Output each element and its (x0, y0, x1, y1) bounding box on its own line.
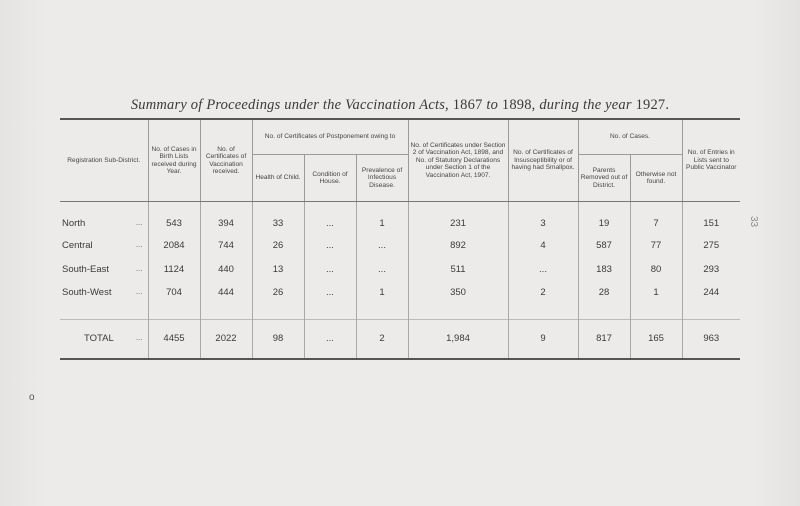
spacer-cell (304, 305, 356, 320)
certs-cell: 444 (200, 281, 252, 305)
total-label-cell (60, 319, 148, 359)
total-removed: 817 (578, 319, 630, 359)
total-section2: 1,984 (408, 319, 508, 359)
header-cases-in-birth-lists: No. of Cases in Birth Lists received during Year. (148, 119, 200, 202)
health-cell: 26 (252, 281, 304, 305)
spacer-cell (578, 305, 630, 320)
title-years-start: 1867 (452, 97, 483, 113)
cases-cell: 1124 (148, 258, 200, 282)
notfound-cell: 7 (630, 202, 682, 235)
total-certs: 2022 (200, 319, 252, 359)
cases-cell: 704 (148, 281, 200, 305)
health-cell: 13 (252, 258, 304, 282)
spacer-cell (630, 305, 682, 320)
title-during: during the year (539, 97, 632, 113)
insusc-cell: ... (508, 258, 578, 282)
total-health: 98 (252, 319, 304, 359)
spacer-row (60, 305, 740, 320)
entries-cell: 244 (682, 281, 740, 305)
spacer-cell (148, 305, 200, 320)
house-cell: ... (304, 202, 356, 235)
entries-cell: 151 (682, 202, 740, 235)
certs-cell: 440 (200, 258, 252, 282)
insusc-cell: 2 (508, 281, 578, 305)
health-cell: 33 (252, 202, 304, 235)
removed-cell: 19 (578, 202, 630, 235)
total-label: TOTAL (84, 333, 114, 344)
header-otherwise-not-found: Otherwise not found. (630, 155, 682, 202)
header-condition-of-house: Condition of House. (304, 155, 356, 202)
section2-cell: 511 (408, 258, 508, 282)
total-entries: 963 (682, 319, 740, 359)
header-registration: Registration Sub-District. (60, 119, 148, 202)
removed-cell: 183 (578, 258, 630, 282)
leader-dots: ... (135, 263, 143, 273)
certs-cell: 394 (200, 202, 252, 235)
district-name: Central (62, 240, 93, 252)
header-insusceptibility: No. of Certificates of Insusceptibility or of having had Smallpox. (508, 119, 578, 202)
house-cell: ... (304, 258, 356, 282)
header-cases-group: No. of Cases. (578, 119, 682, 155)
certs-cell: 744 (200, 234, 252, 258)
table-row (60, 281, 740, 305)
insusc-cell: 3 (508, 202, 578, 235)
leader-dots: ... (135, 333, 143, 342)
spacer-cell (682, 305, 740, 320)
cases-cell: 2084 (148, 234, 200, 258)
prevalence-cell: 1 (356, 281, 408, 305)
spacer-cell (252, 305, 304, 320)
page-title (0, 97, 800, 114)
removed-cell: 587 (578, 234, 630, 258)
district-cell (60, 234, 148, 258)
leader-dots: ... (135, 217, 143, 227)
leader-dots: ... (135, 240, 143, 250)
entries-cell: 293 (682, 258, 740, 282)
district-name: North (62, 217, 86, 229)
entries-cell: 275 (682, 234, 740, 258)
header-section2: No. of Certificates under Section 2 of Vaccination Act, 1898, and No. of Statutory Declarations under Section 1 of the Vaccination Act, 1907. (408, 119, 508, 202)
notfound-cell: 80 (630, 258, 682, 282)
total-row (60, 319, 740, 359)
section2-cell: 350 (408, 281, 508, 305)
total-cases: 4455 (148, 319, 200, 359)
notfound-cell: 1 (630, 281, 682, 305)
header-prevalence: Prevalence of Infectious Disease. (356, 155, 408, 202)
table-row (60, 234, 740, 258)
title-years-end: 1898, (501, 97, 536, 113)
house-cell: ... (304, 234, 356, 258)
table-row (60, 202, 740, 235)
header-entries-sent: No. of Entries in Lists sent to Public Vaccinator (682, 119, 740, 202)
prevalence-cell: ... (356, 258, 408, 282)
header-postponement-group: No. of Certificates of Postponement owing to (252, 119, 408, 155)
cases-cell: 543 (148, 202, 200, 235)
header-parents-removed: Parents Removed out of District. (578, 155, 630, 202)
spacer-cell (508, 305, 578, 320)
insusc-cell: 4 (508, 234, 578, 258)
page-number: 33 (748, 215, 760, 228)
prevalence-cell: ... (356, 234, 408, 258)
district-name: South-East (62, 263, 109, 275)
district-cell (60, 281, 148, 305)
spacer-cell (200, 305, 252, 320)
spacer-cell (408, 305, 508, 320)
district-cell (60, 258, 148, 282)
prevalence-cell: 1 (356, 202, 408, 235)
leader-dots: ... (135, 287, 143, 297)
removed-cell: 28 (578, 281, 630, 305)
total-house: ... (304, 319, 356, 359)
section2-cell: 892 (408, 234, 508, 258)
vaccination-summary-table (60, 118, 740, 360)
section2-cell: 231 (408, 202, 508, 235)
spacer-cell (60, 305, 148, 320)
total-insusc: 9 (508, 319, 578, 359)
header-certificates-received: No. of Certificates of Vaccination received. (200, 119, 252, 202)
title-year: 1927. (635, 97, 670, 113)
notfound-cell: 77 (630, 234, 682, 258)
title-to: to (486, 97, 499, 113)
health-cell: 26 (252, 234, 304, 258)
margin-mark: o (29, 392, 35, 403)
district-cell (60, 202, 148, 235)
total-prevalence: 2 (356, 319, 408, 359)
title-prefix: Summary of Proceedings under the Vaccination Acts, (130, 97, 449, 113)
district-name: South-West (62, 287, 112, 299)
house-cell: ... (304, 281, 356, 305)
header-row-1 (60, 119, 740, 155)
spacer-cell (356, 305, 408, 320)
header-health-of-child: Health of Child. (252, 155, 304, 202)
table-row (60, 258, 740, 282)
total-notfound: 165 (630, 319, 682, 359)
